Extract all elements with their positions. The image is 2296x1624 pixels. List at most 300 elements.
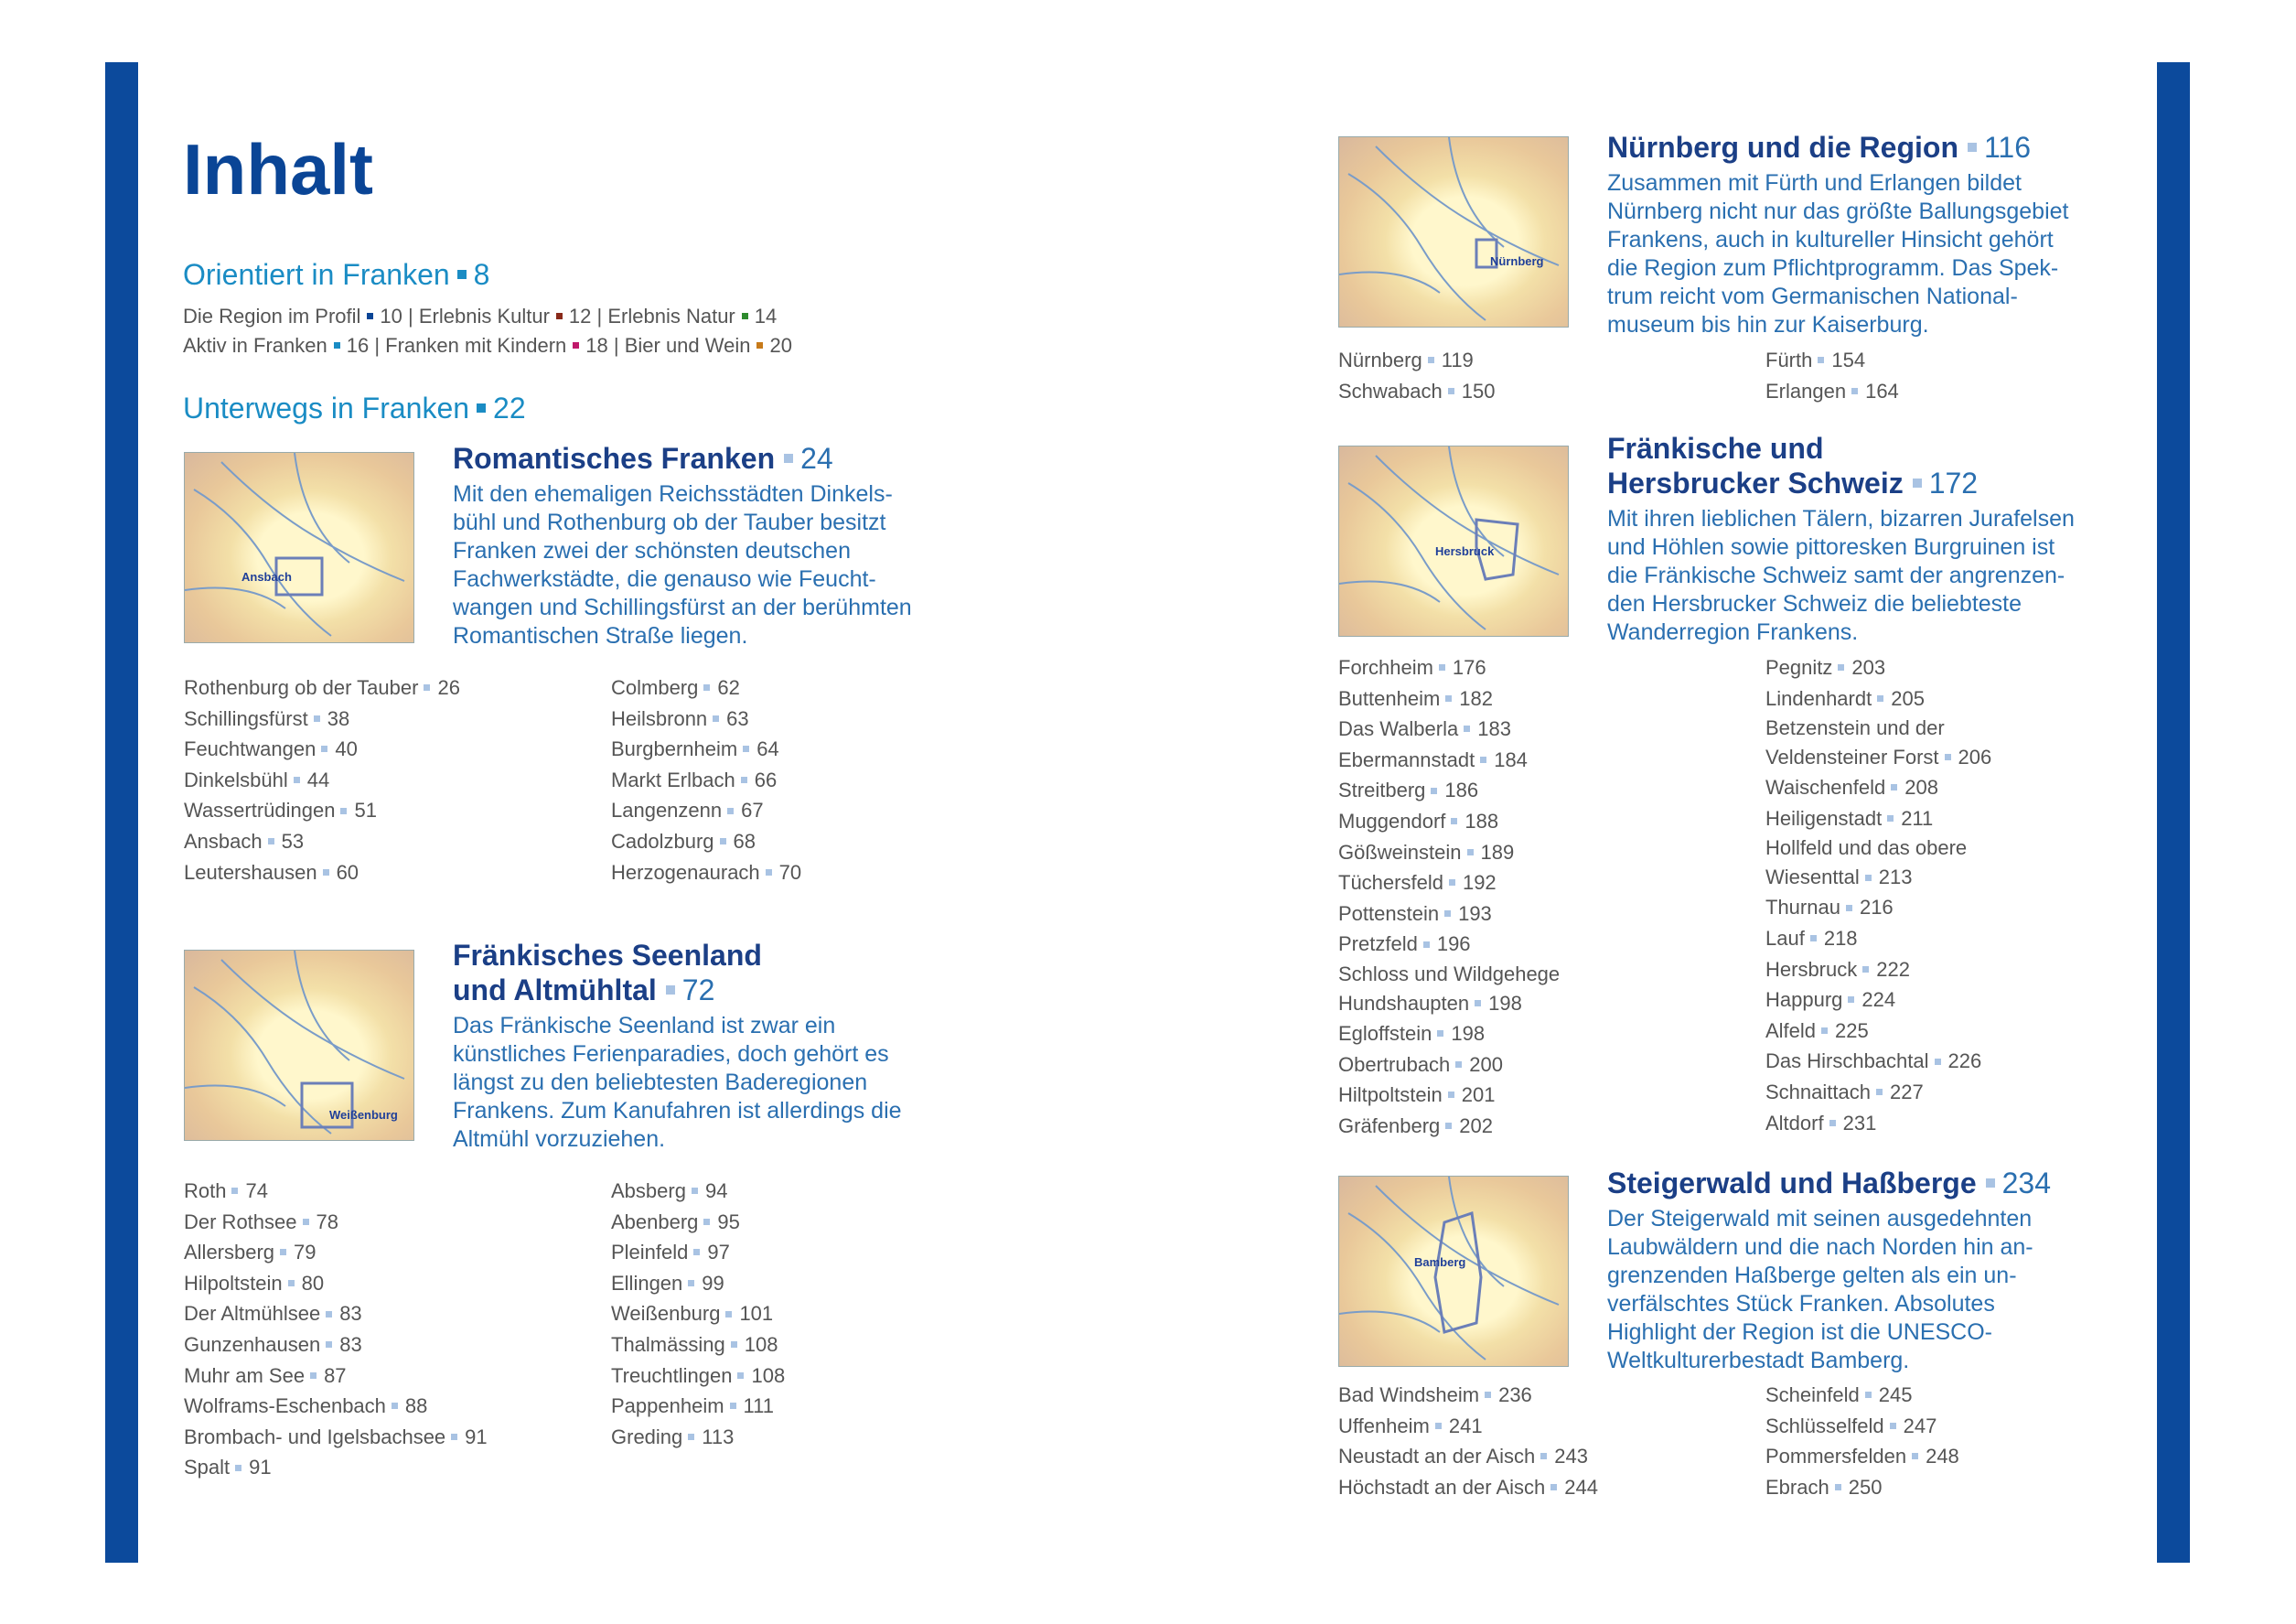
region-title-text: Fränkische und xyxy=(1607,432,1824,465)
list-item[interactable] xyxy=(1765,1441,1959,1472)
list-item-label: Ellingen xyxy=(611,1271,683,1295)
list-item[interactable] xyxy=(1338,867,1560,898)
list-item[interactable] xyxy=(184,1329,488,1361)
square-icon xyxy=(1890,1423,1896,1429)
list-item-page: 80 xyxy=(301,1271,325,1295)
list-item-label: Greding xyxy=(611,1425,683,1448)
list-seenland-col1 xyxy=(184,1176,488,1483)
region-desc-line: Wanderregion Frankens. xyxy=(1607,619,1859,645)
list-item-page: 91 xyxy=(465,1425,488,1448)
list-item-label: Altdorf xyxy=(1765,1111,1824,1135)
square-icon xyxy=(784,454,793,463)
square-icon xyxy=(703,1219,710,1225)
orientiert-entry[interactable] xyxy=(183,305,402,328)
square-icon xyxy=(326,1341,332,1348)
right-color-bar xyxy=(2157,62,2190,1563)
square-icon xyxy=(1449,879,1455,886)
list-item[interactable] xyxy=(611,826,801,857)
list-item[interactable] xyxy=(1338,837,1560,868)
list-item[interactable] xyxy=(1765,376,1899,407)
orientiert-entry[interactable] xyxy=(385,334,608,357)
list-item[interactable] xyxy=(1338,1472,1598,1503)
list-item-label: Brombach- und Igelsbachsee xyxy=(184,1425,446,1448)
list-item[interactable] xyxy=(1765,923,1991,954)
region-page: 116 xyxy=(1983,131,2031,164)
list-item-page: 60 xyxy=(336,860,359,884)
list-item[interactable] xyxy=(1338,898,1560,930)
list-item[interactable] xyxy=(611,1422,785,1453)
list-item-page: 186 xyxy=(1444,779,1479,802)
region-desc-romantisch xyxy=(453,480,912,651)
list-item-label: Waischenfeld xyxy=(1765,776,1886,800)
list-item-page: 62 xyxy=(717,676,740,699)
list-item-row xyxy=(1765,743,1991,772)
region-title-romantisch[interactable] xyxy=(453,441,833,476)
separator: | xyxy=(607,334,625,357)
square-icon xyxy=(692,1188,698,1194)
list-item[interactable] xyxy=(1338,1111,1560,1142)
list-item-page: 87 xyxy=(324,1363,347,1387)
list-item-label: Happurg xyxy=(1765,988,1843,1012)
list-item-page: 202 xyxy=(1459,1113,1494,1137)
list-item[interactable] xyxy=(184,1452,488,1483)
list-item-page: 108 xyxy=(744,1332,778,1356)
region-desc-line: Zusammen mit Fürth und Erlangen bildet xyxy=(1607,170,2022,196)
list-item-label: Lindenhardt xyxy=(1765,686,1872,710)
list-item-page: 205 xyxy=(1891,686,1925,710)
region-title-steigerwald[interactable] xyxy=(1607,1166,2051,1200)
list-item-page: 70 xyxy=(778,860,802,884)
list-item-label: Gräfenberg xyxy=(1338,1113,1441,1137)
list-item-page: 203 xyxy=(1851,656,1886,679)
list-item[interactable] xyxy=(611,672,801,704)
orientiert-line-1 xyxy=(183,302,792,331)
list-item-page: 83 xyxy=(339,1302,362,1326)
list-item-page: 91 xyxy=(249,1456,272,1479)
list-item-label: Thalmässing xyxy=(611,1332,725,1356)
square-icon xyxy=(1475,1000,1481,1006)
square-icon xyxy=(334,342,340,349)
list-item[interactable] xyxy=(611,704,801,735)
square-icon xyxy=(1851,388,1858,394)
square-icon xyxy=(1423,941,1430,948)
left-color-bar xyxy=(105,62,138,1563)
list-item-page: 201 xyxy=(1461,1083,1496,1107)
list-item-page: 198 xyxy=(1451,1021,1486,1045)
region-desc-line: Das Fränkische Seenland ist zwar ein xyxy=(453,1013,836,1038)
list-item[interactable] xyxy=(1338,714,1560,745)
list-item-page: 68 xyxy=(733,829,756,853)
list-item[interactable] xyxy=(1338,1411,1598,1442)
list-item[interactable] xyxy=(1765,803,1991,834)
section-unterwegs[interactable] xyxy=(183,392,526,425)
list-item-page: 250 xyxy=(1848,1475,1883,1499)
square-icon xyxy=(703,684,710,691)
section-orientiert[interactable] xyxy=(183,258,489,292)
square-icon xyxy=(742,313,748,319)
list-item-label: Veldensteiner Forst xyxy=(1765,746,1939,769)
list-item[interactable] xyxy=(1338,929,1560,960)
region-desc-schweiz xyxy=(1607,505,2075,647)
region-title-schweiz[interactable] xyxy=(1607,431,1978,500)
orientiert-entry-page: 10 xyxy=(380,305,402,328)
list-item-label: Erlangen xyxy=(1765,379,1847,403)
list-item-page: 53 xyxy=(281,829,305,853)
square-icon xyxy=(1968,143,1977,152)
map-label: Ansbach xyxy=(241,570,292,584)
list-item-page: 78 xyxy=(316,1210,338,1233)
list-item-row xyxy=(1338,989,1560,1018)
list-item[interactable] xyxy=(184,1268,488,1299)
orientiert-entry[interactable] xyxy=(625,334,792,357)
list-item[interactable] xyxy=(184,1237,488,1268)
list-item[interactable] xyxy=(184,1361,488,1392)
list-item-page: 154 xyxy=(1831,349,1866,371)
map-rivers-icon xyxy=(1339,137,1568,327)
list-item-page: 111 xyxy=(743,1394,774,1418)
section-orientiert-title: Orientiert in Franken xyxy=(183,258,450,291)
list-item-page: 208 xyxy=(1904,776,1938,800)
list-item-page: 119 xyxy=(1441,349,1474,371)
list-item-page: 38 xyxy=(327,706,350,730)
square-icon xyxy=(1891,784,1897,790)
square-icon xyxy=(1485,1392,1491,1398)
separator: | xyxy=(402,305,419,328)
list-item-label: Pappenheim xyxy=(611,1394,724,1418)
orientiert-entry-page: 14 xyxy=(754,305,778,328)
square-icon xyxy=(1810,935,1817,941)
list-item-page: 184 xyxy=(1494,747,1528,771)
list-item-page: 51 xyxy=(354,799,377,823)
list-item[interactable] xyxy=(184,795,460,826)
list-item-label: Treuchtlingen xyxy=(611,1363,733,1387)
square-icon xyxy=(1439,664,1445,671)
region-desc-line: Highlight der Region ist die UNESCO- xyxy=(1607,1319,1993,1345)
list-item-page: 247 xyxy=(1903,1414,1937,1437)
orientiert-entry-label: Erlebnis Natur xyxy=(607,305,735,328)
list-item-page: 164 xyxy=(1865,379,1899,403)
list-item-label: Hersbruck xyxy=(1765,957,1858,981)
list-item-page: 108 xyxy=(751,1363,786,1387)
list-item[interactable] xyxy=(1338,345,1495,376)
region-desc-nuernberg xyxy=(1607,169,2068,339)
list-item[interactable] xyxy=(1765,954,1991,985)
list-item-page: 231 xyxy=(1842,1111,1877,1135)
region-title-text: Hersbrucker Schweiz xyxy=(1607,467,1904,500)
orientiert-entry[interactable] xyxy=(419,305,592,328)
list-item[interactable] xyxy=(611,1391,785,1422)
orientiert-entry-label: Die Region im Profil xyxy=(183,305,361,328)
list-romantisch-col1 xyxy=(184,672,460,887)
list-item-label: Egloffstein xyxy=(1338,1021,1432,1045)
square-icon xyxy=(235,1465,241,1471)
list-item[interactable] xyxy=(1765,1016,1991,1047)
region-title-text: Fränkisches Seenland xyxy=(453,939,762,972)
orientiert-entry-label: Bier und Wein xyxy=(624,334,751,357)
list-item[interactable] xyxy=(184,704,460,735)
list-item[interactable] xyxy=(611,1207,785,1238)
list-item[interactable] xyxy=(611,1298,785,1329)
list-item[interactable] xyxy=(1765,772,1991,803)
list-item[interactable] xyxy=(184,1422,488,1453)
list-item-page: 182 xyxy=(1459,686,1494,710)
list-item-page: 227 xyxy=(1889,1080,1924,1103)
square-icon xyxy=(1550,1484,1557,1490)
region-desc-line: wangen und Schillingsfürst an der berühmten xyxy=(453,595,912,620)
orientiert-entry-label: Erlebnis Kultur xyxy=(418,305,550,328)
list-item-label: Hilpoltstein xyxy=(184,1271,283,1295)
square-icon xyxy=(268,838,274,844)
square-icon xyxy=(424,684,430,691)
list-item-label: Herzogenaurach xyxy=(611,860,760,884)
list-nuernberg-col1 xyxy=(1338,345,1495,406)
orientiert-entry[interactable] xyxy=(607,305,777,328)
list-item[interactable] xyxy=(1765,652,1991,683)
list-item-label: Tüchersfeld xyxy=(1338,871,1443,895)
list-item-label: Colmberg xyxy=(611,676,699,699)
list-item-label: Ansbach xyxy=(184,829,263,853)
square-icon xyxy=(713,715,719,722)
list-item-label: Schwabach xyxy=(1338,379,1443,403)
list-item-page: 218 xyxy=(1823,926,1858,950)
list-item[interactable] xyxy=(611,1329,785,1361)
map-rivers-icon xyxy=(185,453,413,642)
list-item-page: 226 xyxy=(1947,1049,1982,1073)
list-item-label: Nürnberg xyxy=(1338,349,1422,371)
list-item[interactable] xyxy=(1765,1108,1991,1139)
region-desc-line: Laubwäldern und die nach Norden hin an- xyxy=(1607,1234,2033,1260)
region-page: 24 xyxy=(800,442,833,475)
list-item[interactable] xyxy=(1338,1049,1560,1081)
list-item[interactable] xyxy=(1338,1080,1560,1111)
list-item-label: Markt Erlbach xyxy=(611,768,735,791)
square-icon xyxy=(693,1249,700,1255)
region-title-nuernberg[interactable] xyxy=(1607,130,2031,165)
list-item-label: Schlüsselfeld xyxy=(1765,1414,1884,1437)
list-item-label: Wolframs-Eschenbach xyxy=(184,1394,386,1418)
list-item-label: Buttenheim xyxy=(1338,686,1441,710)
orientiert-entries xyxy=(183,302,792,360)
square-icon xyxy=(1838,664,1844,671)
list-item[interactable] xyxy=(1765,683,1991,715)
list-item[interactable] xyxy=(1765,892,1991,923)
square-icon xyxy=(280,1249,286,1255)
list-item-label: Schnaittach xyxy=(1765,1080,1871,1103)
list-item-label: Pommersfelden xyxy=(1765,1445,1907,1468)
list-item-label: Pegnitz xyxy=(1765,656,1833,679)
square-icon xyxy=(1480,757,1486,763)
list-item[interactable] xyxy=(1765,1077,1991,1108)
section-orientiert-page: 8 xyxy=(473,258,490,291)
square-icon xyxy=(326,1311,332,1317)
list-item[interactable] xyxy=(184,765,460,796)
list-item-label: Gößweinstein xyxy=(1338,840,1462,864)
list-item-label: Der Altmühlsee xyxy=(184,1302,321,1326)
square-icon xyxy=(1986,1178,1995,1188)
region-desc-steigerwald xyxy=(1607,1205,2033,1375)
list-item-label: Pretzfeld xyxy=(1338,932,1418,956)
square-icon xyxy=(1448,1092,1454,1098)
list-item[interactable] xyxy=(1765,1472,1959,1503)
list-item-label: Leutershausen xyxy=(184,860,317,884)
list-seenland-col2 xyxy=(611,1176,785,1452)
list-item[interactable] xyxy=(611,1176,785,1207)
list-item[interactable] xyxy=(184,826,460,857)
list-nuernberg-col2 xyxy=(1765,345,1899,406)
region-desc-line: künstliches Ferienparadies, doch gehört es xyxy=(453,1041,889,1067)
square-icon xyxy=(1865,875,1872,881)
square-icon xyxy=(1540,1453,1547,1459)
list-item-label: Hiltpoltstein xyxy=(1338,1083,1443,1107)
list-item-page: 176 xyxy=(1452,656,1486,679)
list-schweiz-col2 xyxy=(1765,652,1991,1138)
region-desc-line: Altmühl vorzuziehen. xyxy=(453,1126,666,1152)
list-item[interactable] xyxy=(611,1237,785,1268)
square-icon xyxy=(1913,479,1922,488)
list-item-page: 74 xyxy=(245,1179,268,1202)
list-item[interactable] xyxy=(184,1298,488,1329)
list-item[interactable] xyxy=(611,765,801,796)
square-icon xyxy=(688,1280,694,1286)
list-item[interactable] xyxy=(1765,834,1991,892)
list-item[interactable] xyxy=(1338,775,1560,806)
page-title: Inhalt xyxy=(183,129,373,210)
list-item[interactable] xyxy=(1338,652,1560,683)
list-item-page: 64 xyxy=(756,737,779,761)
list-item-label: Höchstadt an der Aisch xyxy=(1338,1475,1546,1499)
list-item[interactable] xyxy=(184,734,460,765)
orientiert-line-2 xyxy=(183,331,792,360)
region-desc-line: Der Steigerwald mit seinen ausgedehnten xyxy=(1607,1206,2033,1231)
list-item-label: Bad Windsheim xyxy=(1338,1383,1480,1406)
map-schweiz xyxy=(1338,446,1569,637)
square-icon xyxy=(731,1341,737,1348)
list-item-page: 241 xyxy=(1448,1414,1483,1437)
square-icon xyxy=(720,838,726,844)
square-icon xyxy=(556,313,563,319)
list-item-page: 150 xyxy=(1461,379,1496,403)
list-item-label: Langenzenn xyxy=(611,799,723,823)
map-label: Nürnberg xyxy=(1490,254,1544,268)
section-unterwegs-title: Unterwegs in Franken xyxy=(183,392,470,425)
list-item-page: 243 xyxy=(1554,1445,1588,1468)
list-item-label: Rothenburg ob der Tauber xyxy=(184,676,419,699)
list-item-page: 196 xyxy=(1436,932,1471,956)
square-icon xyxy=(392,1403,398,1409)
list-item-page: 244 xyxy=(1564,1475,1598,1499)
list-item-page: 95 xyxy=(717,1210,740,1233)
list-item[interactable] xyxy=(1765,1380,1959,1411)
list-item-page: 66 xyxy=(754,768,778,791)
list-item[interactable] xyxy=(1765,714,1991,772)
list-item-page: 101 xyxy=(739,1302,774,1326)
square-icon xyxy=(727,808,734,814)
list-item-page: 248 xyxy=(1926,1445,1959,1468)
square-icon xyxy=(741,777,747,783)
list-item-page: 222 xyxy=(1876,957,1910,981)
list-item[interactable] xyxy=(184,1207,488,1238)
list-item-page: 193 xyxy=(1458,901,1492,925)
list-steigerwald-col2 xyxy=(1765,1380,1959,1502)
square-icon xyxy=(1451,818,1457,824)
region-desc-line: die Region zum Pflichtprogramm. Das Spek- xyxy=(1607,255,2059,281)
list-item[interactable] xyxy=(1338,1441,1598,1472)
list-item-label: Ebrach xyxy=(1765,1475,1829,1499)
region-title-text: Steigerwald und Haßberge xyxy=(1607,1167,1977,1199)
map-label: Bamberg xyxy=(1414,1255,1466,1269)
list-item-label: Lauf xyxy=(1765,926,1805,950)
list-item[interactable] xyxy=(1765,984,1991,1016)
region-title-seenland[interactable] xyxy=(453,938,762,1007)
region-desc-line: den Hersbrucker Schweiz die beliebteste xyxy=(1607,591,2022,617)
square-icon xyxy=(725,1311,732,1317)
list-item[interactable] xyxy=(1765,345,1899,376)
list-item[interactable] xyxy=(611,1268,785,1299)
region-desc-line: Franken zwei der schönsten deutschen xyxy=(453,538,851,564)
list-schweiz-col1 xyxy=(1338,652,1560,1141)
region-page: 72 xyxy=(681,973,715,1006)
square-icon xyxy=(1862,966,1869,973)
list-item-page: 245 xyxy=(1878,1383,1913,1406)
orientiert-entry-page: 20 xyxy=(769,334,792,357)
list-item-label: Obertrubach xyxy=(1338,1052,1451,1076)
list-item[interactable] xyxy=(1338,1018,1560,1049)
square-icon xyxy=(1431,788,1437,794)
map-seenland xyxy=(184,950,414,1141)
region-desc-line: trum reicht vom Germanischen National- xyxy=(1607,284,2018,309)
list-item[interactable] xyxy=(184,672,460,704)
list-item[interactable] xyxy=(1338,376,1495,407)
list-item[interactable] xyxy=(1338,806,1560,837)
list-item-label: Hundshaupten xyxy=(1338,991,1470,1015)
square-icon xyxy=(1877,695,1883,702)
list-item[interactable] xyxy=(611,734,801,765)
region-desc-line: Mit den ehemaligen Reichsstädten Dinkels- xyxy=(453,481,893,507)
list-item[interactable] xyxy=(1338,960,1560,1018)
separator: | xyxy=(369,334,386,357)
list-item-page: 192 xyxy=(1462,871,1497,895)
list-item[interactable] xyxy=(611,1361,785,1392)
list-item[interactable] xyxy=(1765,1046,1991,1077)
map-label: Weißenburg xyxy=(329,1108,398,1122)
list-item[interactable] xyxy=(184,1391,488,1422)
list-item[interactable] xyxy=(611,857,801,888)
orientiert-entry[interactable] xyxy=(183,334,369,357)
list-item[interactable] xyxy=(611,795,801,826)
list-item[interactable] xyxy=(1765,1411,1959,1442)
list-item[interactable] xyxy=(1338,683,1560,715)
list-item[interactable] xyxy=(1338,1380,1598,1411)
region-desc-line: Romantischen Straße liegen. xyxy=(453,623,748,649)
square-icon xyxy=(321,746,327,752)
list-item-page: 183 xyxy=(1477,717,1511,741)
region-desc-line: und Höhlen sowie pittoresken Burgruinen ist xyxy=(1607,534,2055,560)
region-title-text: und Altmühltal xyxy=(453,973,657,1006)
list-item-page: 198 xyxy=(1488,991,1522,1015)
region-desc-line: längst zu den beliebtesten Baderegionen xyxy=(453,1070,868,1095)
list-item[interactable] xyxy=(184,1176,488,1207)
list-item[interactable] xyxy=(1338,745,1560,776)
map-nuernberg xyxy=(1338,136,1569,328)
list-item[interactable] xyxy=(184,857,460,888)
list-item-label: Cadolzburg xyxy=(611,829,714,853)
map-romantisch xyxy=(184,452,414,643)
region-desc-line: bühl und Rothenburg ob der Tauber besitzt xyxy=(453,510,886,535)
square-icon xyxy=(1818,357,1824,363)
list-item-label: Muhr am See xyxy=(184,1363,306,1387)
list-item-label: Streitberg xyxy=(1338,779,1426,802)
list-item-page: 200 xyxy=(1469,1052,1504,1076)
